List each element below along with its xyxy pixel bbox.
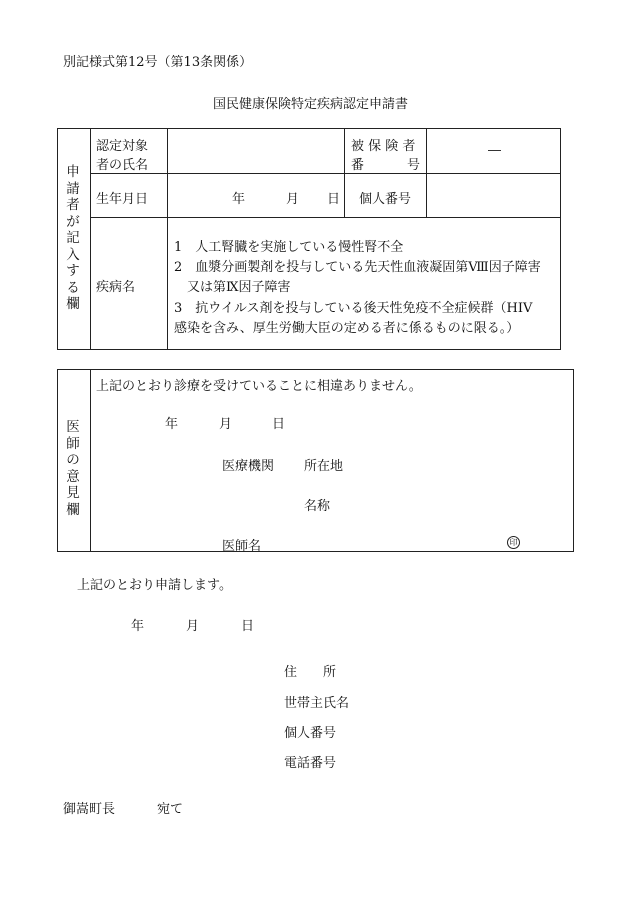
applicant-name-label-1: 認定対象 (96, 139, 149, 154)
personal-number-field[interactable] (427, 174, 560, 217)
application-month-label: 月 (186, 619, 200, 634)
birth-month-label: 月 (286, 192, 300, 207)
birthdate-label: 生年月日 (96, 192, 149, 207)
application-year-label: 年 (131, 619, 145, 634)
disease-option-2-cont: 又は第Ⅸ因子障害 (174, 280, 291, 295)
insured-number-label-2b: 号 (407, 158, 421, 173)
birth-day-label: 日 (327, 192, 341, 207)
doctor-month-label: 月 (219, 417, 233, 432)
disease-option-3-cont: 感染を含み、厚生労働大臣の定める者に係るものに限る。） (174, 321, 520, 336)
doctor-name-label: 医師名 (222, 539, 262, 554)
phone-number-label: 電話番号 (284, 756, 337, 771)
applicant-name-field[interactable] (168, 129, 344, 173)
institution-address-label: 所在地 (304, 459, 344, 474)
page-title: 国民健康保険特定疾病認定申請書 (213, 97, 409, 112)
seal-icon: 印 (507, 536, 520, 549)
institution-label: 医療機関 (222, 459, 275, 474)
applicant-address-label: 住 所 (284, 665, 337, 680)
personal-number-label: 個人番号 (359, 192, 412, 207)
insured-number-label-1: 被 保 険 者 (351, 139, 416, 154)
applicant-name-label-2: 者の氏名 (96, 158, 149, 173)
disease-option-1[interactable]: 1 人工腎臓を実施している慢性腎不全 (174, 240, 404, 255)
birth-year-label: 年 (232, 192, 246, 207)
application-statement: 上記のとおり申請します。 (77, 578, 232, 593)
insured-number-label-2a: 番 (351, 158, 365, 173)
disease-label: 疾病名 (96, 280, 136, 295)
addressee-name: 御嵩町長 (63, 802, 116, 817)
doctor-statement: 上記のとおり診療を受けていることに相違ありません。 (96, 379, 422, 394)
doctor-side-label: 医 師 の 意 見 欄 (66, 419, 80, 518)
doctor-year-label: 年 (165, 417, 179, 432)
householder-name-label: 世帯主氏名 (284, 696, 350, 711)
applicant-side-label: 申 請 者 が 記 入 す る 欄 (66, 164, 80, 312)
disease-option-2[interactable]: 2 血漿分画製剤を投与している先天性血液凝固第Ⅷ因子障害 (174, 260, 541, 275)
institution-name-label: 名称 (304, 499, 331, 514)
insured-number-value[interactable]: ― (488, 143, 501, 158)
application-day-label: 日 (241, 619, 255, 634)
form-number: 別記様式第12号（第13条関係） (63, 55, 253, 70)
applicant-personal-number-label: 個人番号 (284, 726, 337, 741)
disease-option-3[interactable]: 3 抗ウイルス剤を投与している後天性免疫不全症候群（HIV (174, 301, 533, 316)
addressee-suffix: 宛て (157, 802, 184, 817)
doctor-day-label: 日 (272, 417, 286, 432)
